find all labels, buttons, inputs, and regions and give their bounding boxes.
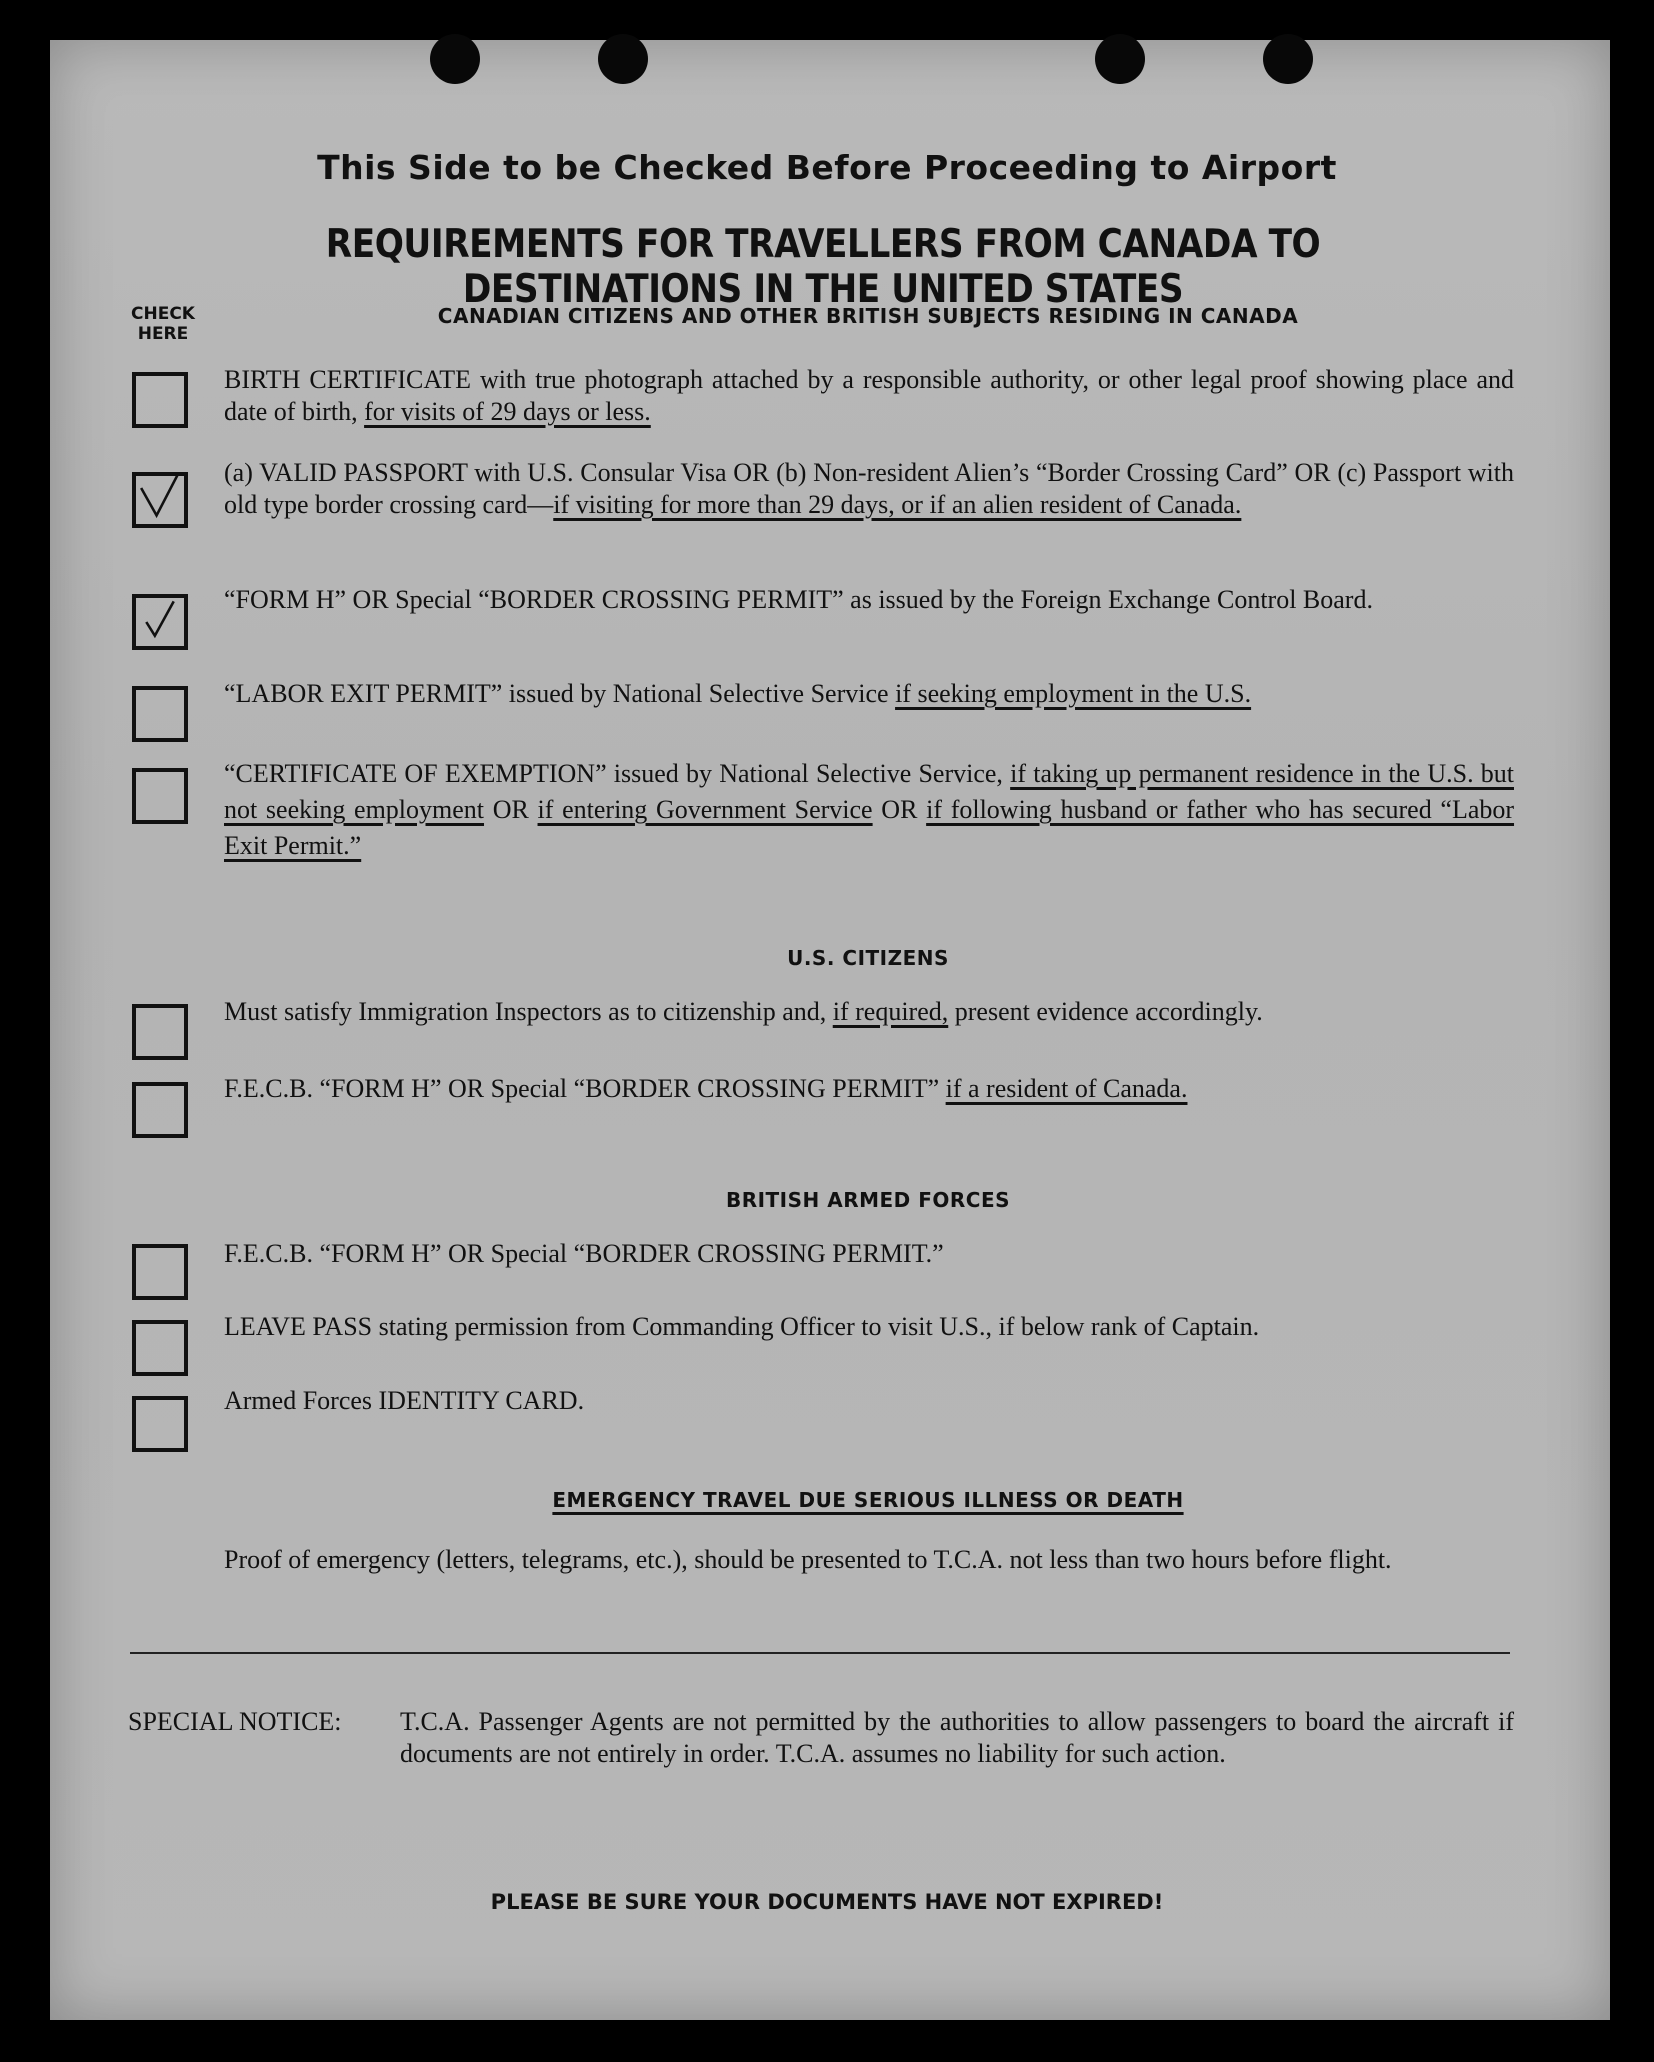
section-heading-emergency: EMERGENCY TRAVEL DUE SERIOUS ILLNESS OR DEATH [552,1488,1184,1512]
checkbox-fecb-form-h-us[interactable] [132,1082,188,1138]
checkbox-valid-passport[interactable] [132,472,188,528]
section-heading-us: U.S. CITIZENS [787,946,949,970]
checkbox-birth-certificate[interactable] [132,372,188,428]
punch-hole [430,34,480,84]
item-labor-exit-permit: “LABOR EXIT PERMIT” issued by National Selective Service if seeking employment in the U.S. [224,679,1252,708]
checkbox-certificate-exemption[interactable] [132,768,188,824]
item-certificate-exemption: “CERTIFICATE OF EXEMPTION” issued by National Selective Service, if taking up permanent residence in the U.S. but not seeking employment OR if entering Government Service OR if following husband or father who has secured “Labor Exit Permit.” [224,759,1515,860]
item-valid-passport: (a) VALID PASSPORT with U.S. Consular Visa OR (b) Non-resident Alien’s “Border Crossing Card” OR (c) Passport with old type border crossing card—if visiting for more than 29 days, or if an alien resident of Canada. [224,458,1514,519]
footer-warning: PLEASE BE SURE YOUR DOCUMENTS HAVE NOT EXPIRED! [490,1890,1164,1914]
item-satisfy-inspectors: Must satisfy Immigration Inspectors as to citizenship and, if required, present evidence accordingly. [224,997,1263,1026]
divider [130,1652,1510,1654]
check-here-label: CHECK HERE [131,304,195,344]
special-notice-label: SPECIAL NOTICE: [128,1707,342,1736]
special-notice-text: T.C.A. Passenger Agents are not permitted by the authorities to allow passengers to board the aircraft if documents are not entirely in order. T.C.A. assumes no liability for such action. [400,1707,1514,1768]
punch-hole [598,34,648,84]
checkmark-icon [136,598,184,646]
item-identity-card: Armed Forces IDENTITY CARD. [224,1386,585,1415]
page-title: REQUIREMENTS FOR TRAVELLERS FROM CANADA TO DESTINATIONS IN THE UNITED STATES [325,222,1321,312]
checkbox-fecb-form-h-forces[interactable] [132,1244,188,1300]
item-fecb-form-h-us: F.E.C.B. “FORM H” OR Special “BORDER CROSSING PERMIT” if a resident of Canada. [224,1074,1188,1103]
item-birth-certificate: BIRTH CERTIFICATE with true photograph attached by a responsible authority, or other legal proof showing place and date of birth, for visits of 29 days or less. [224,365,1514,426]
item-emergency-text: Proof of emergency (letters, telegrams, etc.), should be presented to T.C.A. not less than two hours before flight. [224,1545,1392,1574]
item-form-h: “FORM H” OR Special “BORDER CROSSING PERMIT” as issued by the Foreign Exchange Control Board. [224,585,1373,614]
punch-hole [1095,34,1145,84]
checkbox-satisfy-inspectors[interactable] [132,1004,188,1060]
item-fecb-form-h-forces: F.E.C.B. “FORM H” OR Special “BORDER CROSSING PERMIT.” [224,1239,944,1268]
page-subtitle: This Side to be Checked Before Proceeding to Airport [317,148,1337,187]
item-leave-pass: LEAVE PASS stating permission from Commanding Officer to visit U.S., if below rank of Captain. [224,1312,1260,1341]
punch-hole [1263,34,1313,84]
section-heading-canadian: CANADIAN CITIZENS AND OTHER BRITISH SUBJECTS RESIDING IN CANADA [437,304,1299,328]
section-heading-british: BRITISH ARMED FORCES [725,1188,1011,1212]
checkbox-leave-pass[interactable] [132,1320,188,1376]
checkmark-icon [136,476,184,524]
checkbox-form-h[interactable] [132,594,188,650]
checkbox-identity-card[interactable] [132,1396,188,1452]
checkbox-labor-exit-permit[interactable] [132,686,188,742]
